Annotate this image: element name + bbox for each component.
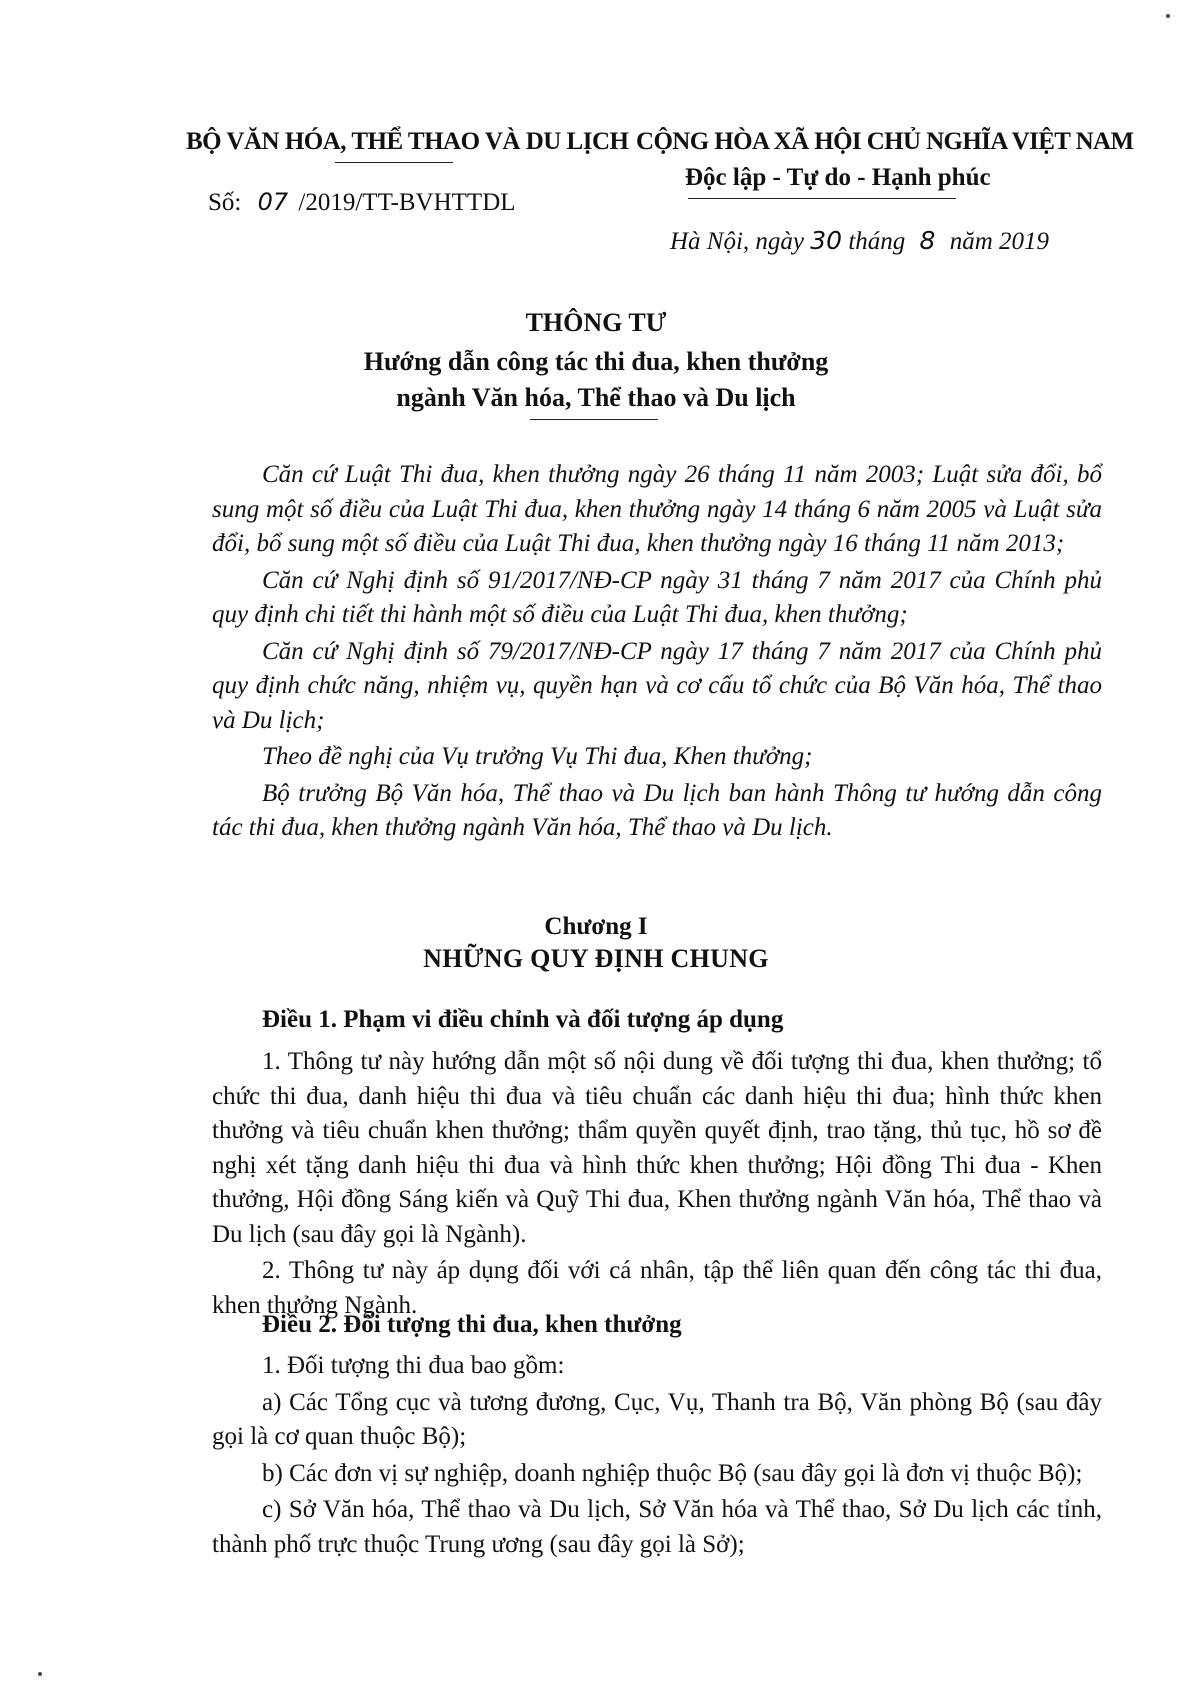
document-subject-line-1: Hướng dẫn công tác thi đua, khen thưởng (363, 347, 829, 376)
preamble-paragraph: Căn cứ Nghị định số 91/2017/NĐ-CP ngày 31 tháng 7 năm 2017 của Chính phủ quy định chi tiết thi hành một số điều của Luật Thi đua, khen thưởng; (212, 566, 1102, 628)
motto-underline (688, 198, 956, 199)
document-type: THÔNG TƯ (525, 308, 667, 337)
doc-number-prefix: Số: (208, 189, 242, 216)
ministry-underline (335, 162, 453, 163)
article-2-body (212, 1349, 1102, 1564)
document-subject-line-2: ngành Văn hóa, Thể thao và Du lịch (396, 383, 796, 412)
article-1-body (212, 1045, 1102, 1323)
article-paragraph: 1. Đối tượng thi đua bao gồm: (262, 1352, 565, 1379)
preamble-paragraph: Căn cứ Nghị định số 79/2017/NĐ-CP ngày 17 tháng 7 năm 2017 của Chính phủ quy định chức năng, nhiệm vụ, quyền hạn và cơ cấu tổ chức của Bộ Văn hóa, Thể thao và Du lịch; (212, 637, 1102, 734)
chapter-title: NHỮNG QUY ĐỊNH CHUNG (423, 944, 769, 973)
doc-number-handwritten: 07 (257, 188, 289, 216)
place-and-date (670, 226, 1049, 256)
article-2-heading: Điều 2. Đối tượng thi đua, khen thưởng (262, 1311, 682, 1338)
scan-speck (38, 1672, 42, 1676)
article-1-heading: Điều 1. Phạm vi điều chỉnh và đối tượng áp dụng (262, 1006, 784, 1033)
chapter-number: Chương I (544, 913, 648, 940)
preamble-paragraph: Bộ trưởng Bộ Văn hóa, Thể thao và Du lịch ban hành Thông tư hướng dẫn công tác thi đua, khen thưởng ngành Văn hóa, Thể thao và Du lịch. (212, 779, 1102, 841)
article-paragraph: a) Các Tổng cục và tương đương, Cục, Vụ, Thanh tra Bộ, Văn phòng Bộ (sau đây gọi là cơ quan thuộc Bộ); (212, 1388, 1102, 1450)
month-handwritten: 8 (919, 226, 936, 255)
article-paragraph: c) Sở Văn hóa, Thể thao và Du lịch, Sở Văn hóa và Thể thao, Sở Du lịch các tỉnh, thành phố trực thuộc Trung ương (sau đây gọi là Sở); (212, 1496, 1102, 1558)
year-label: năm 2019 (949, 228, 1050, 255)
national-motto: Độc lập - Tự do - Hạnh phúc (685, 164, 991, 191)
scan-speck (1166, 14, 1170, 18)
document-number (208, 188, 516, 217)
month-label: tháng (848, 228, 906, 255)
title-underline (530, 419, 658, 420)
ministry-name: BỘ VĂN HÓA, THỂ THAO VÀ DU LỊCH (186, 128, 629, 155)
place-prefix: Hà Nội, ngày (670, 228, 805, 255)
article-paragraph: b) Các đơn vị sự nghiệp, doanh nghiệp thuộc Bộ (sau đây gọi là đơn vị thuộc Bộ); (262, 1459, 1083, 1487)
preamble (212, 458, 1102, 846)
preamble-paragraph: Căn cứ Luật Thi đua, khen thưởng ngày 26 tháng 11 năm 2003; Luật sửa đổi, bổ sung một số điều của Luật Thi đua, khen thưởng ngày 14 tháng 6 năm 2005 và Luật sửa đổi, bổ sung một số điều của Luật Thi đua, khen thưởng ngày 16 tháng 11 năm 2013; (212, 461, 1102, 557)
article-paragraph: 2. Thông tư này áp dụng đối với cá nhân, tập thể liên quan đến công tác thi đua, khen thưởng Ngành. (212, 1257, 1102, 1319)
doc-number-suffix: /2019/TT-BVHTTDL (298, 189, 516, 216)
preamble-paragraph: Theo đề nghị của Vụ trưởng Vụ Thi đua, Khen thưởng; (262, 743, 813, 770)
day-handwritten: 30 (810, 226, 843, 255)
national-title: CỘNG HÒA XÃ HỘI CHỦ NGHĨA VIỆT NAM (636, 128, 1134, 155)
article-paragraph: 1. Thông tư này hướng dẫn một số nội dung về đối tượng thi đua, khen thưởng; tổ chức thi đua, danh hiệu thi đua và tiêu chuẩn các danh hiệu thi đua; hình thức khen thưởng và tiêu chuẩn khen thưởng; thẩm quyền quyết định, trao tặng, thủ tục, hồ sơ đề nghị xét tặng danh hiệu thi đua và hình thức khen thưởng; Hội đồng Thi đua - Khen thưởng, Hội đồng Sáng kiến và Quỹ Thi đua, Khen thưởng ngành Văn hóa, Thể thao và Du lịch (sau đây gọi là Ngành). (212, 1048, 1102, 1248)
